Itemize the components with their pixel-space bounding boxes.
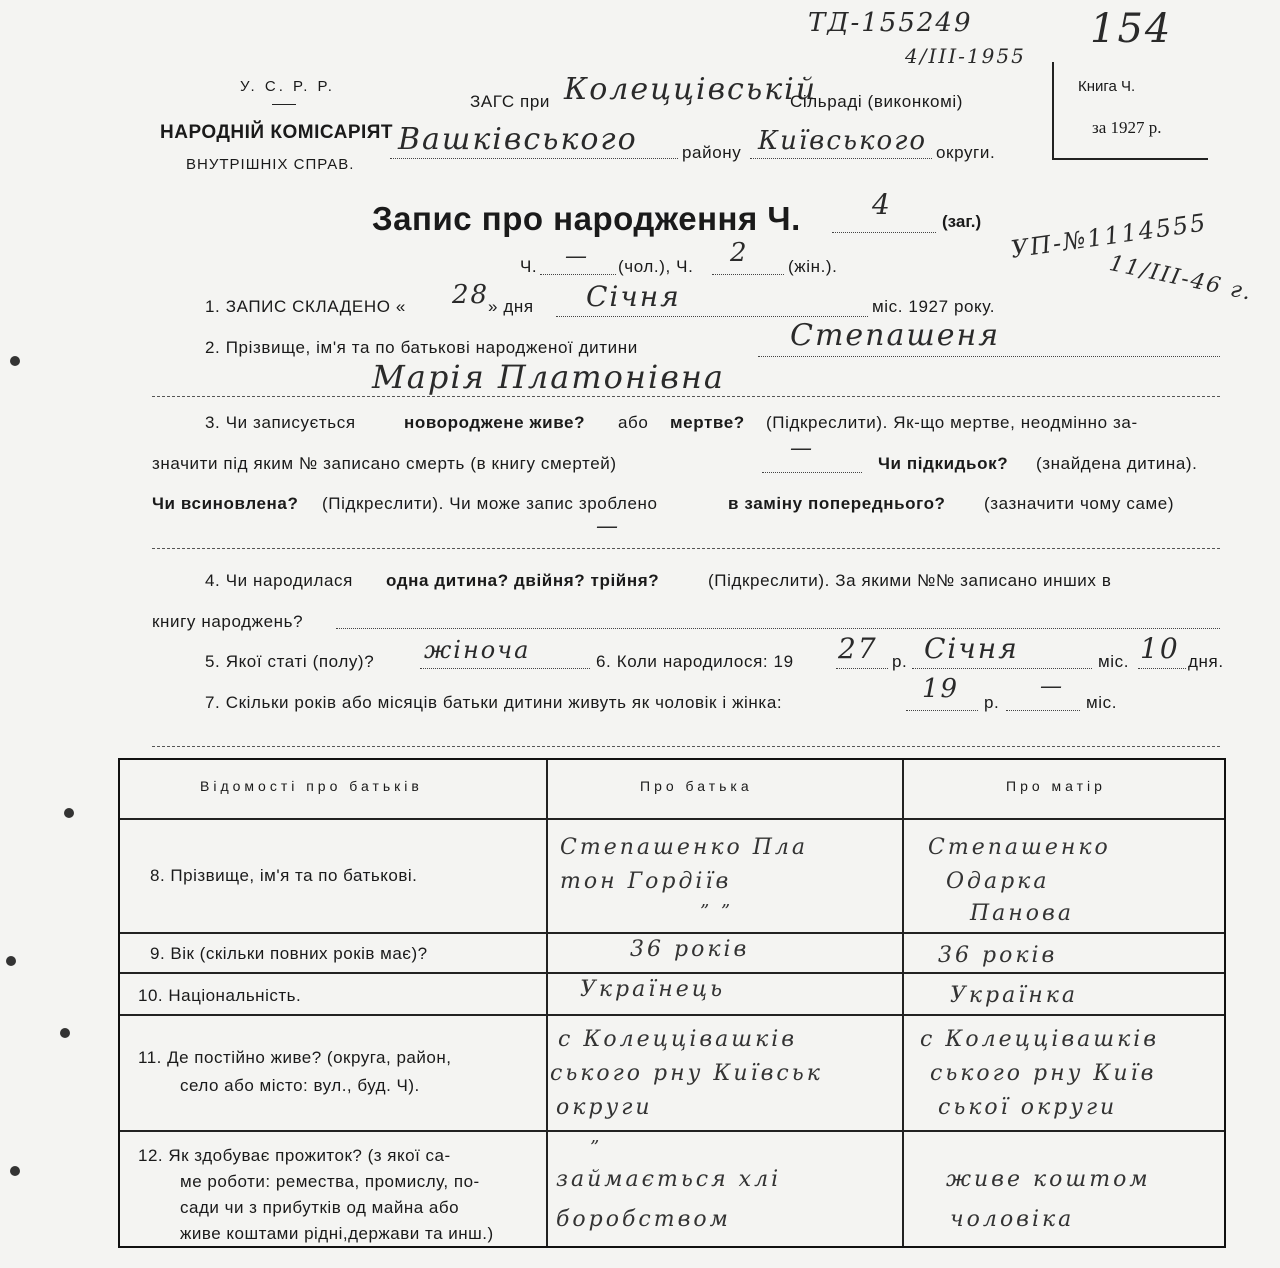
header-usrr: У. С. Р. Р. <box>240 78 335 95</box>
record-number-hw: 4 <box>872 188 892 221</box>
field7-months-hw: — <box>1040 674 1064 699</box>
row9-father: 36 років <box>630 937 750 962</box>
rayon-label: району <box>682 143 742 162</box>
field6-day-hw: 10 <box>1140 632 1180 665</box>
field3-line3-d: (зазначити чому саме) <box>984 494 1175 513</box>
row12-label-1: 12. Як здобуває прожиток? (з якої са- <box>138 1146 451 1165</box>
record-number-line <box>832 232 936 233</box>
field5-line <box>420 668 590 669</box>
ink-speck <box>64 808 74 818</box>
ink-speck <box>10 356 20 366</box>
male-count-hw: — <box>565 244 589 269</box>
row9-mother: 36 років <box>938 943 1058 968</box>
field3-alive: новороджене живе? <box>404 413 586 432</box>
field1-month-line <box>556 316 868 317</box>
field3-line3-b: (Підкреслити). Чи може запис зроблено <box>322 494 658 513</box>
field3-replacement: в заміну попереднього? <box>728 494 946 513</box>
row12-label-2: ме роботи: ремества, промислу, по- <box>180 1172 480 1191</box>
ink-speck <box>10 1166 20 1176</box>
field4-line1-a: 4. Чи народилася <box>205 571 353 590</box>
female-count-line <box>712 274 784 275</box>
field1-label: 1. ЗАПИС СКЛАДЕНО « <box>205 297 406 316</box>
table-header-mother: Про матір <box>1006 778 1106 794</box>
row8-label: 8. Прізвище, ім'я та по батькові. <box>150 866 418 885</box>
field1-day-suffix: » дня <box>488 297 534 316</box>
field6-month-hw: Січня <box>924 632 1019 665</box>
field7-years-suffix: р. <box>984 693 1000 712</box>
field3-line1-a: 3. Чи записується <box>205 413 356 432</box>
field1-day-hw: 28 <box>452 280 490 310</box>
row10-father: Українець <box>580 977 726 1002</box>
book-year: за 1927 р. <box>1092 118 1162 137</box>
row8-mother-line1: Степашенко <box>928 835 1111 860</box>
archive-mark-date-2: 11/ІІІ-46 г. <box>1106 251 1256 306</box>
table-header-divider <box>120 818 1224 820</box>
field3-or: або <box>618 413 649 432</box>
okrug-line <box>750 158 932 159</box>
archive-mark-code: УП-№1114555 <box>1009 208 1209 264</box>
field4-line <box>336 628 1220 629</box>
field6-year-hw: 27 <box>838 632 878 665</box>
okrug-hw: Київського <box>758 126 928 156</box>
row12-mother-line1: живе коштом <box>946 1167 1151 1192</box>
field3-death-line <box>762 472 862 473</box>
field3-foundling: Чи підкидьок? <box>878 454 1009 473</box>
field6-day-line <box>1138 668 1186 669</box>
field2-name-hw: Марія Платонівна <box>372 358 725 396</box>
field4-line1-c: (Підкреслити). За якими №№ записано инших в <box>708 571 1112 590</box>
row10-mother: Українка <box>950 983 1079 1008</box>
row9-label: 9. Вік (скільки повних років має)? <box>150 944 428 963</box>
row8-father-ditto: ” ” <box>700 901 734 922</box>
zags-village-hw: Колеццівській <box>564 72 818 107</box>
field3-line2-c: (знайдена дитина). <box>1036 454 1198 473</box>
row11-father-line1: с Колеццівашків <box>558 1027 798 1052</box>
archive-mark-sheet: 154 <box>1090 6 1173 52</box>
field6-day-suffix: дня. <box>1188 652 1224 671</box>
row12-father-line2: боробством <box>556 1207 731 1232</box>
field3-line1-e: (Підкреслити). Як-що мертве, неодмінно за- <box>766 413 1138 432</box>
table-col-divider-2 <box>902 760 904 1246</box>
row12-mother-line2: чоловіка <box>950 1207 1075 1232</box>
row11-father-line3: округи <box>556 1095 653 1120</box>
male-label: (чол.), Ч. <box>618 257 694 276</box>
field6-month-line <box>912 668 1092 669</box>
record-title: Запис про народження Ч. <box>372 200 801 237</box>
male-prefix: Ч. <box>520 257 538 276</box>
field3-dead: мертве? <box>670 413 745 432</box>
field4-line2: книгу народжень? <box>152 612 304 631</box>
row12-label-3: сади чи з прибутків од майна або <box>180 1198 460 1217</box>
row8-mother-line3: Панова <box>970 901 1074 926</box>
field1-year: міс. 1927 року. <box>872 297 996 316</box>
ink-speck <box>6 956 16 966</box>
field6-year-suffix: р. <box>892 652 908 671</box>
female-label: (жін.). <box>788 257 838 276</box>
table-header-father: Про батька <box>640 778 753 794</box>
book-box <box>1052 62 1208 160</box>
header-commissariat: НАРОДНІЙ КОМІСАРІЯТ <box>160 122 394 143</box>
row11-mother-line2: ського рну Київ <box>930 1061 1157 1086</box>
row10-label: 10. Національність. <box>138 986 302 1005</box>
female-count-hw: 2 <box>730 238 749 268</box>
field7-line-2 <box>152 746 1220 747</box>
field5-label: 5. Якої статі (полу)? <box>205 652 375 671</box>
field6-year-line <box>836 668 888 669</box>
field2-surname-hw: Степашеня <box>790 318 1001 353</box>
book-label: Книга Ч. <box>1078 78 1136 95</box>
rayon-hw: Вашківського <box>398 122 638 157</box>
field3-death-number-hw: — <box>790 436 814 461</box>
field7-years-hw: 19 <box>922 674 960 704</box>
row12-father-line1: займається хлі <box>556 1167 782 1192</box>
field2-label: 2. Прізвище, ім'я та по батькові народженої дитини <box>205 338 638 357</box>
row11-mother-line1: с Колеццівашків <box>920 1027 1160 1052</box>
header-internal-affairs: ВНУТРІШНІХ СПРАВ. <box>186 156 355 173</box>
zags-suffix: Сільраді (виконкомі) <box>790 92 964 111</box>
field3-line-4 <box>152 548 1220 549</box>
field7-years-line <box>906 710 978 711</box>
field6-month-suffix: міс. <box>1098 652 1130 671</box>
zags-prefix: ЗАГС при <box>470 92 551 111</box>
rayon-line <box>390 158 678 159</box>
row11-label-2: село або місто: вул., буд. Ч). <box>180 1076 420 1095</box>
header-divider <box>272 104 296 105</box>
field2-line-2 <box>152 396 1220 397</box>
field7-months-suffix: міс. <box>1086 693 1118 712</box>
row11-label-1: 11. Де постійно живе? (округа, район, <box>138 1048 452 1067</box>
parents-table <box>118 758 1226 1248</box>
field3-reason-hw: — <box>596 514 620 539</box>
table-row-divider <box>120 1014 1224 1016</box>
field5-sex-hw: жіноча <box>424 636 531 664</box>
male-count-line <box>540 274 616 275</box>
row8-father-line1: Степашенко Пла <box>560 835 809 860</box>
table-col-divider-1 <box>546 760 548 1246</box>
row11-mother-line3: ської округи <box>938 1095 1118 1120</box>
row11-father-line2: ського рну Київськ <box>550 1061 823 1086</box>
field2-line <box>758 356 1220 357</box>
row8-father-line2: тон Гордіїв <box>560 869 732 894</box>
archive-mark-number: ТД-155249 <box>808 8 973 38</box>
archive-mark-date: 4/ІІІ-1955 <box>905 44 1026 68</box>
record-title-suffix: (заг.) <box>942 212 982 231</box>
field7-months-line <box>1006 710 1080 711</box>
row12-label-4: живе коштами рідні,держави та инш.) <box>180 1224 494 1243</box>
table-header-info: Відомості про батьків <box>200 778 423 794</box>
row12-father-ditto: ” <box>590 1137 603 1158</box>
field3-line2-a: значити під яким № записано смерть (в книгу смертей) <box>152 454 617 473</box>
okrug-label: округи. <box>936 143 996 162</box>
field1-month-hw: Січня <box>586 280 681 313</box>
table-row-divider <box>120 1130 1224 1132</box>
ink-speck <box>60 1028 70 1038</box>
field6-label: 6. Коли народилося: 19 <box>596 652 794 671</box>
field7-label: 7. Скільки років або місяців батьки дитини живуть як чоловік і жінка: <box>205 693 783 712</box>
field3-adopted: Чи всиновлена? <box>152 494 299 513</box>
field4-options: одна дитина? двійня? трійня? <box>386 571 660 590</box>
row8-mother-line2: Одарка <box>946 869 1050 894</box>
